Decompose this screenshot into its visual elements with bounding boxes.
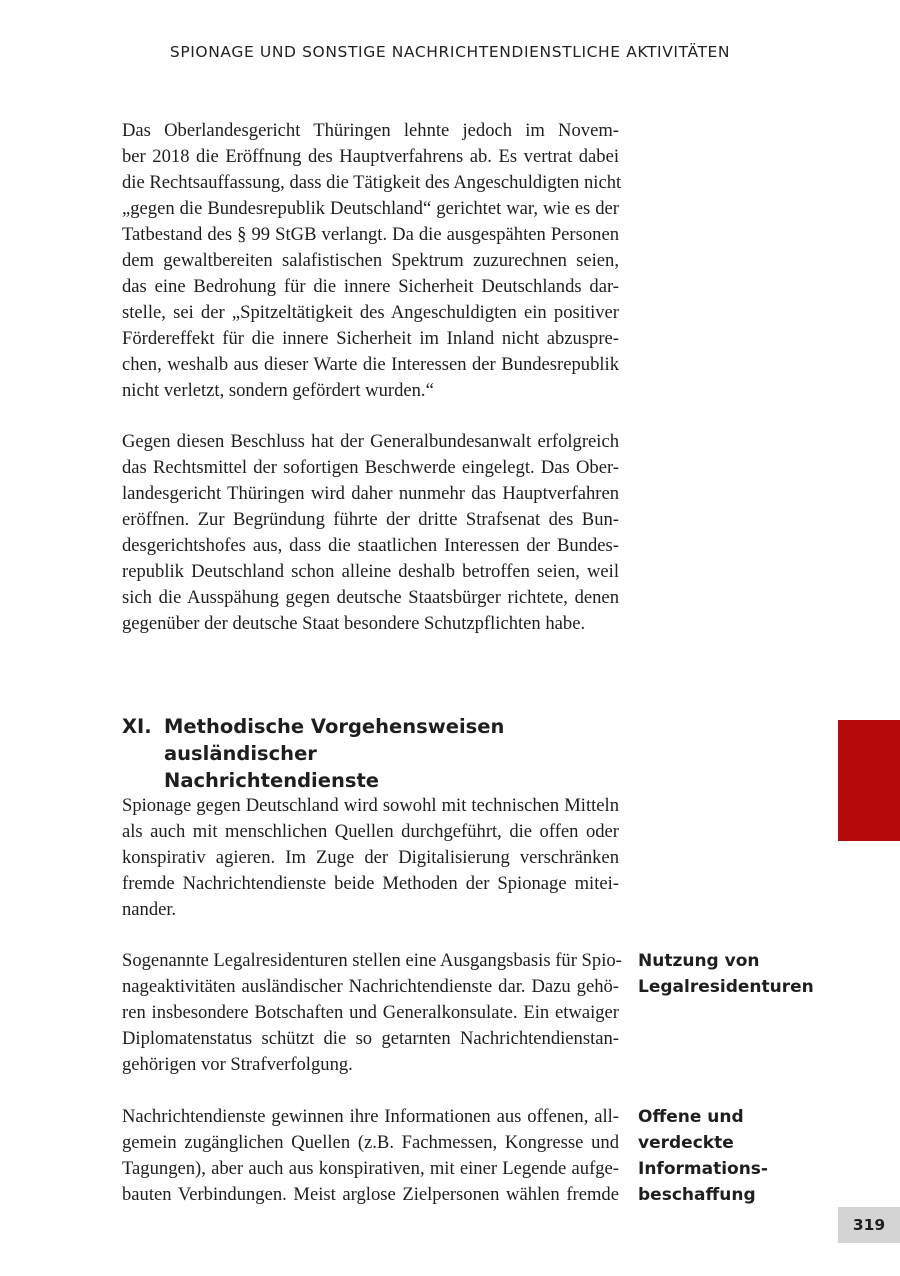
text-line: das Rechtsmittel der sofortigen Beschwerde eingelegt. Das Ober- <box>122 457 619 478</box>
margin-note-legalresidenturen <box>638 948 818 1000</box>
text-line: Tatbestand des § 99 StGB verlangt. Da die ausgespähten Personen <box>122 224 619 245</box>
text-line: dem gewaltbereiten salafistischen Spektrum zuzurechnen seien, <box>122 250 619 271</box>
margin-note-informationsbeschaffung <box>638 1104 818 1208</box>
text-line: landesgericht Thüringen wird daher nunmehr das Hauptverfahren <box>122 483 619 504</box>
text-line: Diplomatenstatus schützt die so getarnten Nachrichtendienstan- <box>122 1028 619 1049</box>
text-line: ber 2018 die Eröffnung des Hauptverfahrens ab. Es vertrat dabei <box>122 146 619 167</box>
paragraph-informationsbeschaffung <box>122 1104 619 1208</box>
text-line: stelle, sei der „Spitzeltätigkeit des Angeschuldigten ein positiver <box>122 302 619 323</box>
margin-note-line: beschaffung <box>638 1185 756 1205</box>
text-line: Das Oberlandesgericht Thüringen lehnte jedoch im Novem- <box>122 120 619 141</box>
page-number: 319 <box>838 1207 900 1243</box>
paragraph-olg-decision <box>122 118 622 404</box>
text-line: konspirativ agieren. Im Zuge der Digitalisierung verschränken <box>122 847 619 868</box>
text-line: gemein zugänglichen Quellen (z.B. Fachmessen, Kongresse und <box>122 1132 619 1153</box>
text-line: nander. <box>122 899 177 920</box>
text-line: nicht verletzt, sondern gefördert wurden.“ <box>122 380 434 401</box>
text-line: fremde Nachrichtendienste beide Methoden der Spionage mitei- <box>122 873 619 894</box>
text-line: Gegen diesen Beschluss hat der Generalbundesanwalt erfolgreich <box>122 431 619 452</box>
margin-note-line: Informations- <box>638 1159 768 1179</box>
text-line: das eine Bedrohung für die innere Sicherheit Deutschlands dar- <box>122 276 619 297</box>
text-line: gegenüber der deutsche Staat besondere Schutzpflichten habe. <box>122 613 586 634</box>
paragraph-legalresidenturen <box>122 948 622 1078</box>
text-line: die Rechtsauffassung, dass die Tätigkeit des Angeschuldigten nicht <box>122 172 622 193</box>
section-number: XI. <box>122 715 152 738</box>
text-line: sich die Ausspähung gegen deutsche Staatsbürger richtete, denen <box>122 587 619 608</box>
text-line: eröffnen. Zur Begründung führte der dritte Strafsenat des Bun- <box>122 509 619 530</box>
running-head: SPIONAGE UND SONSTIGE NACHRICHTENDIENSTLICHE AKTIVITÄTEN <box>169 43 731 61</box>
text-line: desgerichtshofes aus, dass die staatlichen Interessen der Bundes- <box>122 535 619 556</box>
paragraph-spionage-methods <box>122 793 619 923</box>
text-line: republik Deutschland schon alleine deshalb betroffen seien, weil <box>122 561 619 582</box>
section-title-line: Nachrichtendienste <box>164 769 379 792</box>
margin-note-line: Nutzung von <box>638 951 760 971</box>
text-line: als auch mit menschlichen Quellen durchgeführt, die offen oder <box>122 821 619 842</box>
margin-note-line: verdeckte <box>638 1133 734 1153</box>
margin-note-line: Legalresidenturen <box>638 977 814 997</box>
margin-note-line: Offene und <box>638 1107 744 1127</box>
text-line: Fördereffekt für die innere Sicherheit im Inland nicht abzuspre- <box>122 328 619 349</box>
text-line: Sogenannte Legalresidenturen stellen eine Ausgangsbasis für Spio- <box>122 950 622 971</box>
text-line: Spionage gegen Deutschland wird sowohl mit technischen Mitteln <box>122 795 619 816</box>
text-line: Nachrichtendienste gewinnen ihre Informationen aus offenen, all- <box>122 1106 619 1127</box>
text-line: ren insbesondere Botschaften und Generalkonsulate. Ein etwaiger <box>122 1002 619 1023</box>
text-line: chen, weshalb aus dieser Warte die Interessen der Bundesrepublik <box>122 354 619 375</box>
chapter-tab-marker <box>838 720 900 841</box>
text-line: bauten Verbindungen. Meist arglose Zielpersonen wählen fremde <box>122 1184 619 1205</box>
text-line: nageaktivitäten ausländischer Nachrichtendienste dar. Dazu gehö- <box>122 976 619 997</box>
text-line: Tagungen), aber auch aus konspirativen, mit einer Legende aufge- <box>122 1158 619 1179</box>
section-heading <box>122 713 642 794</box>
text-line: „gegen die Bundesrepublik Deutschland“ gerichtet war, wie es der <box>122 198 619 219</box>
section-title-line: Methodische Vorgehensweisen ausländischer <box>164 715 505 765</box>
text-line: gehörigen vor Strafverfolgung. <box>122 1054 353 1075</box>
paragraph-beschwerde <box>122 429 619 637</box>
